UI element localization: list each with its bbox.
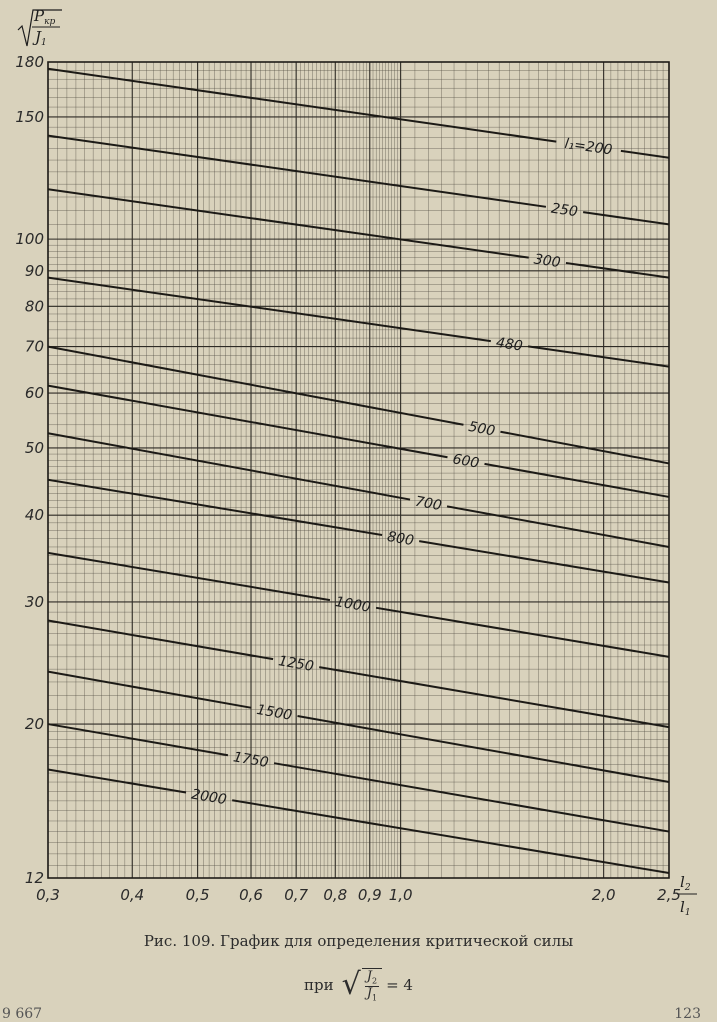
curve-label-l1=800: 800: [385, 528, 415, 550]
curve-line-l1=300: [48, 189, 529, 257]
curve-label-l1=1750: 1750: [231, 749, 270, 772]
y-tick-label: 30: [24, 592, 44, 611]
y-axis-label-denominator: J: [35, 28, 42, 46]
curve-l1=200: [48, 69, 669, 159]
chart-curves: [48, 69, 669, 873]
curve-label-l1=250: 250: [550, 200, 579, 221]
curve-l1=1750: [48, 724, 669, 831]
curve-l1=700: [48, 433, 669, 550]
y-tick-label: 20: [24, 715, 44, 734]
curve-l1=1000: [48, 553, 669, 657]
x-axis-label-numerator: l: [680, 873, 685, 891]
y-tick-label: 70: [24, 337, 44, 356]
curve-l1=1250: [48, 621, 669, 728]
curve-l1=1500: [48, 672, 669, 782]
x-axis-label-numerator-sub: 2: [684, 883, 691, 893]
curve-line-l1=800: [48, 480, 382, 535]
curve-l1=2000: [48, 770, 669, 873]
svg-text:l2: [680, 873, 691, 893]
curve-line-l1=200: [48, 69, 556, 142]
curve-line-l1=1250: [48, 621, 273, 660]
curve-line-l1=480: [528, 346, 669, 366]
curve-l1=800: [48, 480, 669, 583]
y-tick-label: 40: [24, 506, 44, 525]
x-axis-label-denominator-sub: 1: [684, 908, 691, 918]
x-tick-label: 0,3: [36, 886, 60, 904]
curve-label-l1=200: l₁=200: [563, 135, 614, 159]
y-tick-label: 90: [24, 261, 44, 280]
curve-label-l1=300: 300: [532, 251, 562, 272]
curve-label-l1=1500: 1500: [255, 701, 294, 724]
figure-caption: Рис. 109. График для определения критической силы: [143, 932, 574, 950]
x-tick-label: 0,7: [284, 886, 309, 904]
figure-condition: [0, 968, 717, 1004]
y-tick-label: 50: [24, 438, 44, 457]
y-tick-label: 12: [24, 869, 44, 887]
x-tick-label: 0,9: [357, 886, 382, 904]
condition-numerator: J: [366, 969, 372, 984]
curve-label-l1=600: 600: [451, 451, 481, 472]
x-tick-label: 2,5: [657, 886, 681, 904]
curve-line-l1=1500: [48, 672, 251, 708]
y-axis-label-numerator: P: [34, 7, 45, 25]
page-number: 123: [674, 1006, 701, 1022]
page-code: 9 667: [2, 1006, 43, 1022]
y-tick-label: 80: [24, 297, 44, 316]
curve-l1=600: [48, 386, 669, 497]
x-tick-label: 2,0: [591, 886, 616, 904]
y-tick-label: 150: [15, 107, 44, 126]
curve-label-l1=500: 500: [467, 418, 497, 440]
curve-line-l1=600: [484, 464, 669, 497]
curve-line-l1=250: [48, 136, 546, 207]
curve-line-l1=700: [447, 506, 669, 547]
curve-line-l1=300: [566, 263, 669, 278]
condition-denominator-sub: 1: [371, 993, 378, 1003]
y-tick-label: 100: [15, 230, 44, 249]
svg-text:J1: [32, 28, 47, 48]
curve-line-l1=1250: [319, 667, 669, 727]
curve-label-l1=1000: 1000: [333, 594, 372, 616]
curve-line-l1=480: [48, 278, 491, 341]
condition-prefix: при: [304, 976, 334, 995]
x-axis-label-denominator: l: [680, 898, 685, 916]
y-axis-label-denominator-sub: 1: [41, 38, 47, 48]
x-tick-label: 0,8: [323, 886, 348, 904]
x-tick-label: 0,4: [120, 886, 145, 904]
y-tick-label: 60: [24, 384, 44, 403]
condition-equals: = 4: [386, 976, 413, 995]
x-tick-label: 0,6: [239, 886, 263, 904]
radical-sign: √: [341, 967, 361, 1003]
condition-fraction: [362, 968, 382, 1003]
y-axis-label: [18, 7, 62, 48]
curve-l1=480: [48, 278, 669, 367]
condition-numerator-sub: 2: [371, 976, 378, 986]
curve-label-l1=700: 700: [413, 493, 443, 515]
curve-line-l1=600: [48, 386, 447, 458]
x-tick-label: 1,0: [388, 886, 413, 904]
y-tick-label: 180: [15, 53, 44, 71]
curve-label-l1=2000: 2000: [190, 786, 228, 809]
curve-line-l1=1750: [274, 763, 669, 831]
x-tick-label: 0,5: [185, 886, 210, 904]
y-axis-label-numerator-sub: кр: [44, 17, 56, 27]
curve-line-l1=200: [621, 151, 669, 158]
chart-grid: [48, 62, 669, 878]
curve-label-l1=1250: 1250: [277, 653, 315, 676]
svg-text:l1: [680, 898, 691, 918]
curve-line-l1=1000: [376, 608, 669, 657]
curve-label-l1=480: 480: [494, 334, 524, 355]
condition-denominator: J: [366, 985, 372, 1001]
